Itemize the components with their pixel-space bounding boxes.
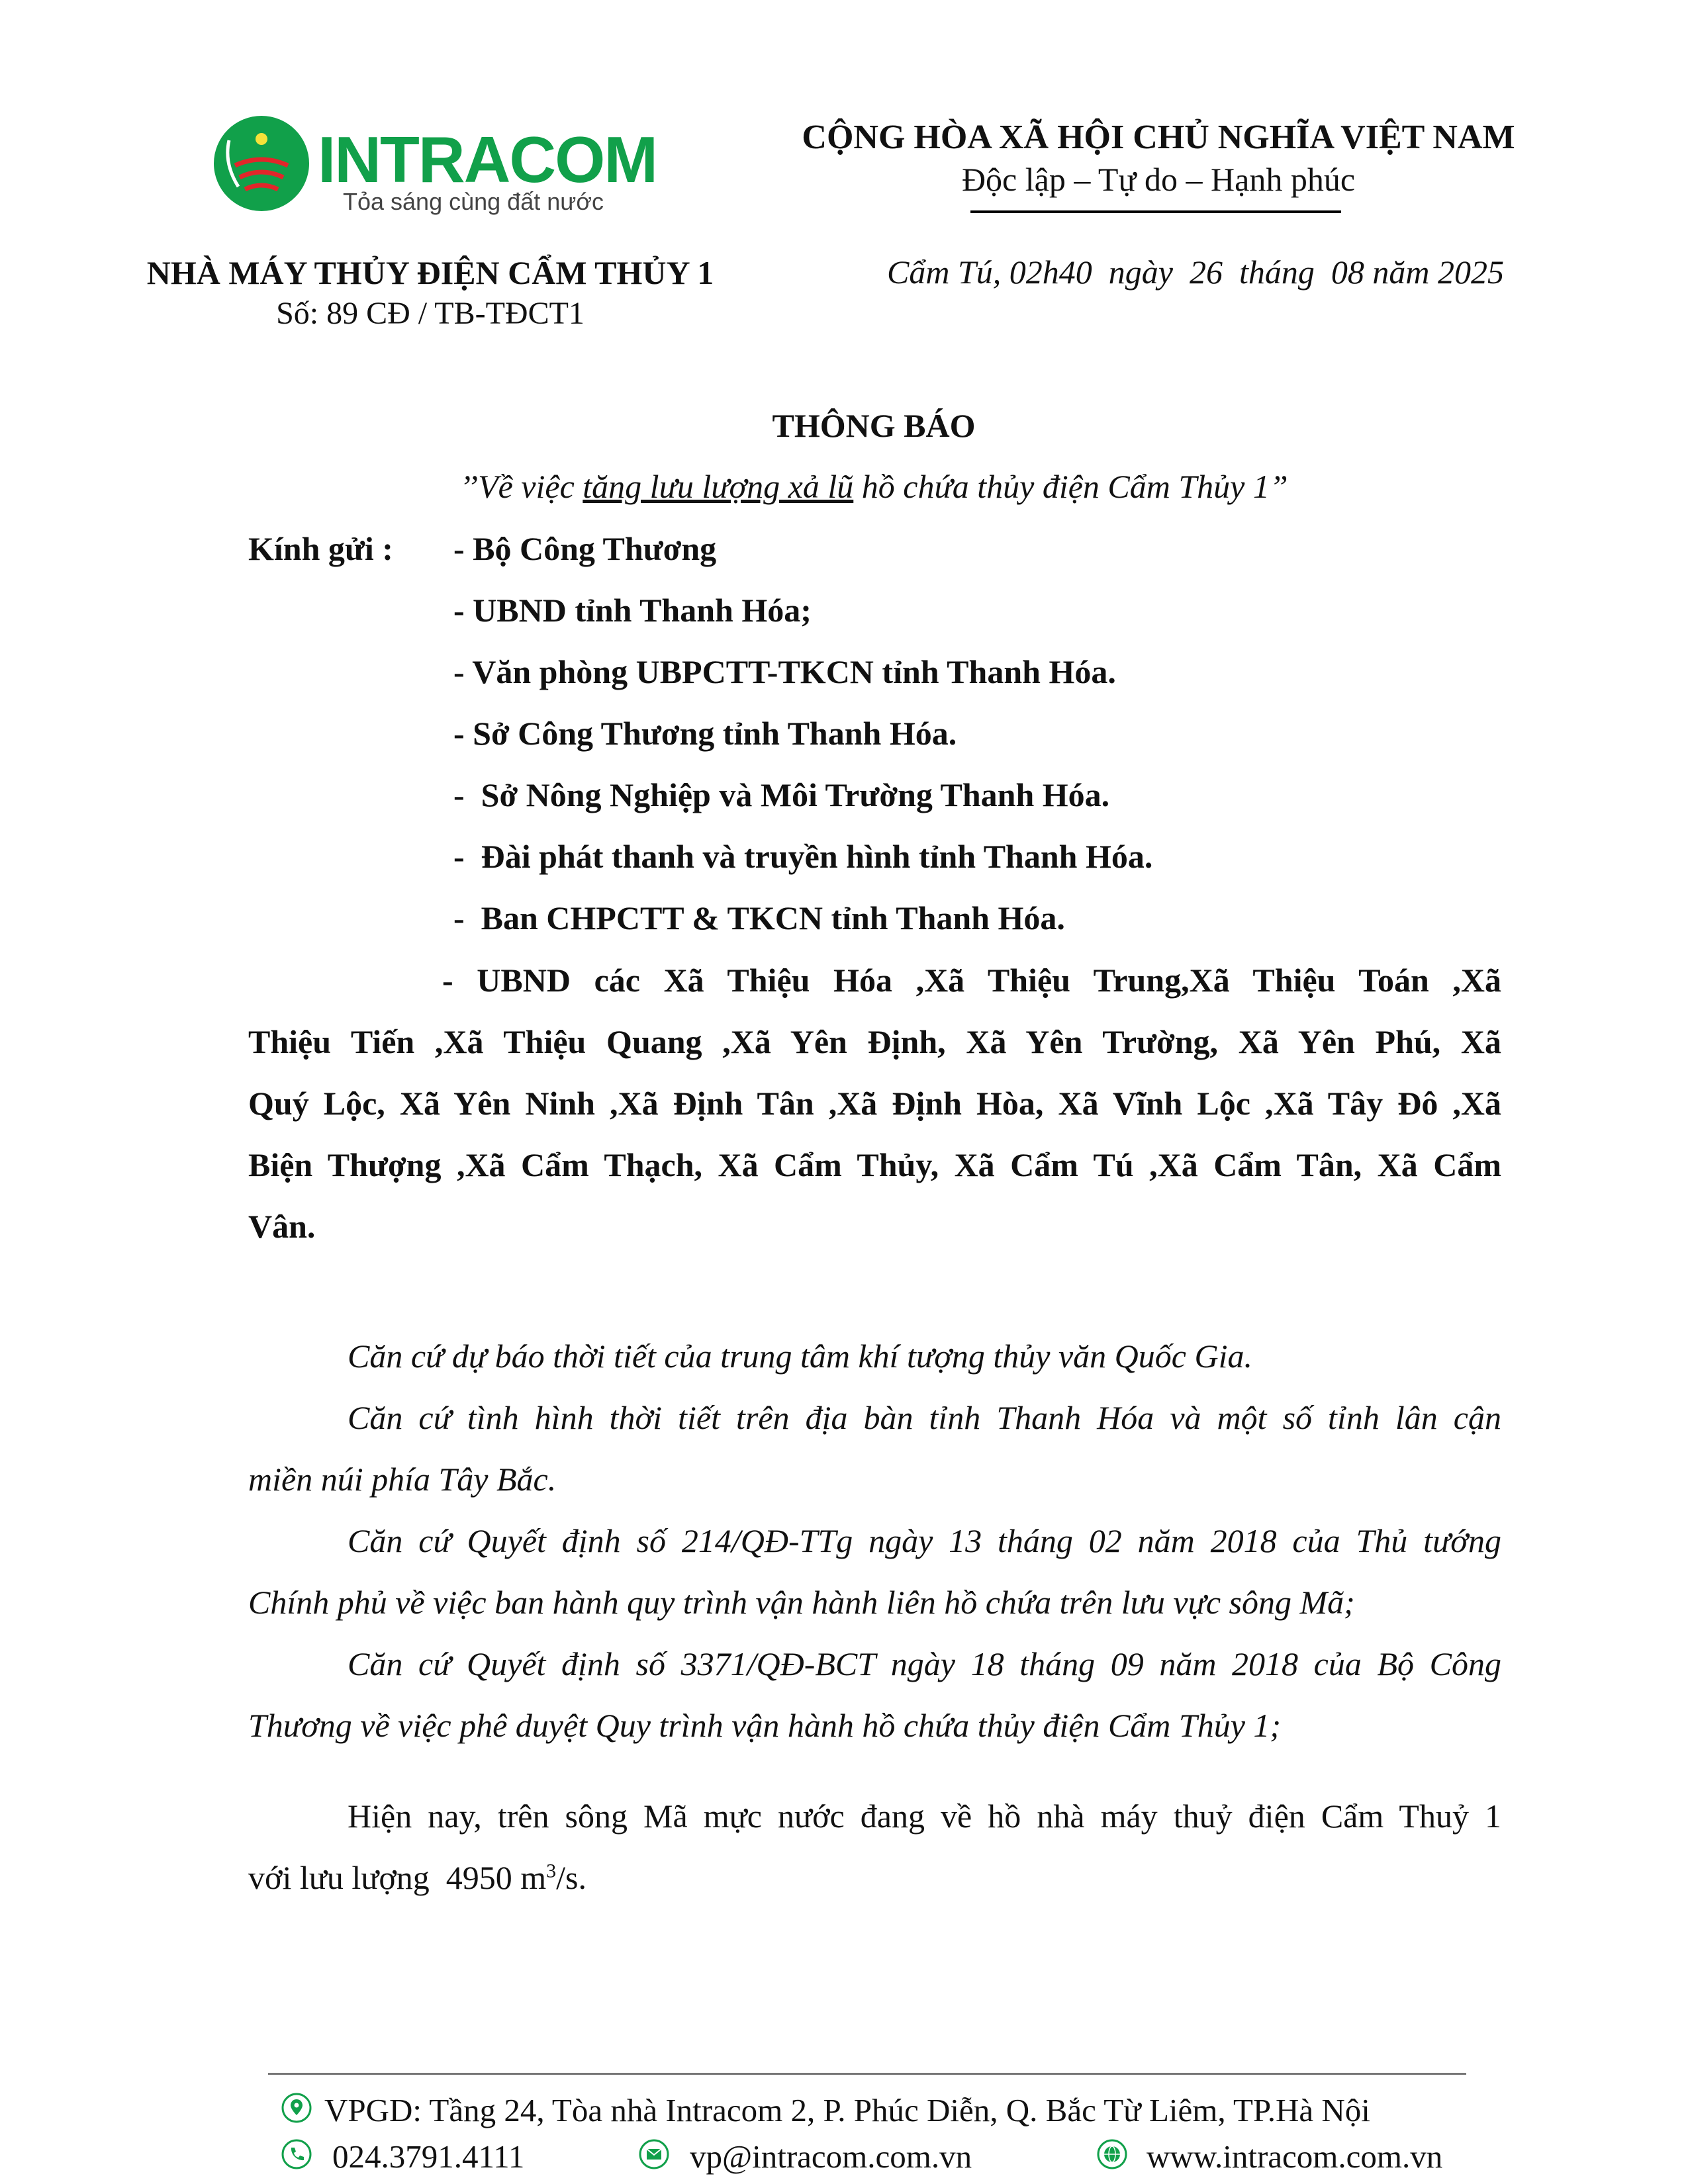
logo-slogan: Tỏa sáng cùng đất nước	[343, 188, 604, 215]
flow-unit-suffix: /s.	[556, 1859, 587, 1896]
logo-brand-text: INTRACOM	[318, 123, 657, 196]
communes-line: Biện Thượng ,Xã Cẩm Thạch, Xã Cẩm Thủy, Xã Cẩm Tú ,Xã Cẩm Tân, Xã Cẩm	[248, 1146, 1501, 1183]
subject-prefix: ’’Về việc	[459, 468, 583, 505]
basis-line: Chính phủ về việc ban hành quy trình vận hành liên hồ chứa trên lưu vực sông Mã;	[248, 1584, 1355, 1621]
status-line-1: Hiện nay, trên sông Mã mực nước đang về hồ nhà máy thuỷ điện Cẩm Thuỷ 1	[348, 1797, 1501, 1835]
communes-line: - UBND các Xã Thiệu Hóa ,Xã Thiệu Trung,Xã Thiệu Toán ,Xã	[442, 962, 1501, 999]
communes-line: Thiệu Tiến ,Xã Thiệu Quang ,Xã Yên Định, Xã Yên Trường, Xã Yên Phú, Xã	[248, 1023, 1501, 1060]
recipient-item: - UBND tỉnh Thanh Hóa;	[453, 592, 812, 629]
basis-line: miền núi phía Tây Bắc.	[248, 1461, 557, 1498]
phone-icon	[281, 2139, 312, 2169]
recipient-item: - Đài phát thanh và truyền hình tỉnh Thanh Hóa.	[453, 838, 1153, 875]
document-number: Số: 89 CĐ / TB-TĐCT1	[276, 296, 585, 331]
basis-line: Thương về việc phê duyệt Quy trình vận hành hồ chứa thủy điện Cẩm Thủy 1;	[248, 1707, 1282, 1744]
footer-email[interactable]: vp@intracom.com.vn	[690, 2138, 972, 2175]
notice-title: THÔNG BÁO	[772, 407, 976, 444]
status-line-2	[248, 1858, 586, 1897]
recipient-item: - Sở Nông Nghiệp và Môi Trường Thanh Hóa.	[453, 776, 1110, 813]
recipient-item: - Văn phòng UBPCTT-TKCN tỉnh Thanh Hóa.	[453, 653, 1116, 690]
footer-website[interactable]: www.intracom.com.vn	[1147, 2138, 1443, 2175]
basis-line: Căn cứ Quyết định số 3371/QĐ-BCT ngày 18 tháng 09 năm 2018 của Bộ Công	[348, 1645, 1501, 1682]
recipient-item: - Ban CHPCTT & TKCN tỉnh Thanh Hóa.	[453, 899, 1065, 936]
place-date: Cẩm Tú, 02h40 ngày 26 tháng 08 năm 2025	[887, 253, 1504, 291]
basis-line: Căn cứ dự báo thời tiết của trung tâm khí tượng thủy văn Quốc Gia.	[348, 1338, 1252, 1375]
intracom-logo-icon	[212, 114, 311, 213]
country-name: CỘNG HÒA XÃ HỘI CHỦ NGHĨA VIỆT NAM	[802, 118, 1515, 156]
location-icon	[281, 2093, 312, 2123]
basis-line: Căn cứ Quyết định số 214/QĐ-TTg ngày 13 tháng 02 năm 2018 của Thủ tướng	[348, 1522, 1501, 1559]
recipient-item: - Sở Công Thương tỉnh Thanh Hóa.	[453, 715, 957, 752]
footer-address: VPGD: Tầng 24, Tòa nhà Intracom 2, P. Phúc Diễn, Q. Bắc Từ Liêm, TP.Hà Nội	[324, 2092, 1370, 2128]
footer-phone[interactable]: 024.3791.4111	[332, 2138, 525, 2175]
notice-subject	[0, 467, 1688, 506]
company-logo	[212, 114, 662, 226]
subject-suffix: hồ chứa thủy điện Cẩm Thủy 1”	[853, 468, 1288, 505]
footer-divider	[268, 2073, 1466, 2075]
globe-icon	[1097, 2139, 1127, 2169]
recipient-item: - Bộ Công Thương	[453, 530, 717, 567]
recipients-label: Kính gửi :	[248, 530, 393, 567]
subject-underlined: tăng lưu lượng xả lũ	[583, 468, 854, 505]
communes-line: Quý Lộc, Xã Yên Ninh ,Xã Định Tân ,Xã Định Hòa, Xã Vĩnh Lộc ,Xã Tây Đô ,Xã	[248, 1085, 1501, 1122]
flow-unit-superscript: 3	[546, 1860, 557, 1882]
email-icon	[639, 2139, 669, 2169]
organization-name: NHÀ MÁY THỦY ĐIỆN CẨM THỦY 1	[146, 254, 714, 291]
national-motto: Độc lập – Tự do – Hạnh phúc	[961, 161, 1356, 198]
basis-line: Căn cứ tình hình thời tiết trên địa bàn tỉnh Thanh Hóa và một số tỉnh lân cận	[348, 1399, 1501, 1436]
flow-rate-text: với lưu lượng 4950 m	[248, 1859, 547, 1896]
motto-underline	[970, 210, 1341, 213]
communes-line: Vân.	[248, 1208, 316, 1245]
